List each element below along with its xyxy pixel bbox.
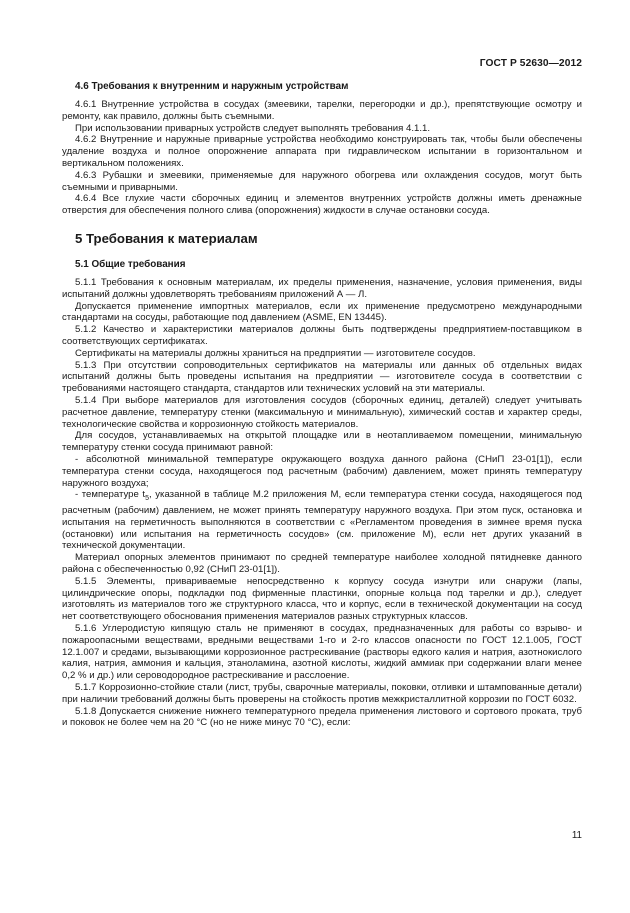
- paragraph: 4.6.1 Внутренние устройства в сосудах (змеевики, тарелки, перегородки и др.), препятствующие осмотру и ремонту, как правило, должны быть съемными.: [62, 99, 582, 122]
- list-item-text: , указанной в таблице М.2 приложения М, если температура стенки сосуда, находящегося под расчетным (рабочим) давлением, не может принять температуру наружного воздуха. При этом пуск, остановка и испытания на герметичность выполняются в соответствии с «Регламентом проведения в зимнее время пуска (остановки) или испытания на герметичность сосудов» (см. приложение М), если нет других указаний в технической документации.: [62, 489, 583, 552]
- section-heading-4-6: 4.6 Требования к внутренним и наружным устройствам: [75, 81, 349, 92]
- page-content: [62, 80, 582, 729]
- paragraph: Допускается применение импортных материалов, если их применение предусмотрено международными стандартами на сосуды, работающие под давлением (ASME, EN 13445).: [62, 300, 582, 324]
- paragraph: При использовании приварных устройств следует выполнять требования 4.1.1.: [75, 122, 431, 134]
- section-heading-5: 5 Требования к материалам: [75, 230, 258, 246]
- subscript: 5: [145, 495, 149, 503]
- list-item-text: - температуре t: [75, 489, 146, 501]
- paragraph: 4.6.3 Рубашки и змеевики, применяемые для наружного обогрева или охлаждения сосудов, могут быть съемными и приварными.: [62, 169, 582, 193]
- paragraph: 5.1.6 Углеродистую кипящую сталь не применяют в сосудах, предназначенных для работы со взрыво- и пожароопасными веществами, вредными веществами 1-го и 2-го классов опасности по ГОСТ 12.1.005, ГОСТ 12.1.007 и средами, вызывающими коррозионное растрескивание (растворы едкого калия и натрия, азотнокислого калия, натрия, аммония и кальция, этаноламина, азотной кислоты, жидкий аммиак при содержании влаги менее 0,2 % и др.) или сероводородное растрескивание и расслоение.: [62, 622, 582, 682]
- document-header: ГОСТ Р 52630—2012: [479, 58, 582, 69]
- paragraph: 5.1.4 При выборе материалов для изготовления сосудов (сборочных единиц, деталей) следует учитывать расчетное давление, температуру стенки (максимальную и минимальную), химический состав и характер среды, технологические свойства и коррозионную стойкость материалов.: [62, 394, 582, 430]
- paragraph: Сертификаты на материалы должны храниться на предприятии — изготовителе сосудов.: [75, 347, 476, 359]
- page-number: 11: [571, 830, 582, 841]
- paragraph: 5.1.3 При отсутствии сопроводительных сертификатов на материалы или данных об отдельных видах испытаний должны быть проведены испытания на предприятии — изготовителе сосуда в соответствии с требованиями настоящего стандарта, стандартов или технических условий на эти материалы.: [62, 359, 582, 395]
- paragraph: 4.6.2 Внутренние и наружные приварные устройства необходимо конструировать так, чтобы были обеспечены удаление воздуха и полное опорожнение аппарата при гидравлическом испытании в горизонтальном и вертикальном положениях.: [62, 134, 582, 169]
- list-item: [62, 489, 582, 552]
- paragraph: 5.1.8 Допускается снижение нижнего температурного предела применения листового и сортового проката, труб и поковок не более чем на 20 °С (но не ниже минус 70 °С), если:: [62, 705, 582, 729]
- paragraph: Для сосудов, устанавливаемых на открытой площадке или в неотапливаемом помещении, минимальную температуру стенки сосуда принимают равной:: [62, 430, 582, 454]
- paragraph: 4.6.4 Все глухие части сборочных единиц и элементов внутренних устройств должны иметь дренажные отверстия для обеспечения полного слива (опорожнения) жидкости в случае остановки сосуда.: [62, 193, 582, 217]
- paragraph: 5.1.2 Качество и характеристики материалов должны быть подтверждены предприятием-поставщиком в соответствующих сертификатах.: [62, 324, 582, 347]
- list-item: - абсолютной минимальной температуре окружающего воздуха данного района (СНиП 23-01[1]), если температура стенки сосуда, находящегося под расчетным (рабочим) давлением, может принять температуру наружного воздуха;: [62, 453, 582, 489]
- paragraph: 5.1.7 Коррозионно-стойкие стали (лист, трубы, сварочные материалы, поковки, отливки и штампованные детали) при наличии требований должны быть проверены на стойкость против межкристаллитной коррозии по ГОСТ 6032.: [62, 681, 582, 705]
- paragraph: Материал опорных элементов принимают по средней температуре наиболее холодной пятидневке данного района с обеспеченностью 0,92 (СНиП 23-01[1]).: [62, 552, 582, 575]
- paragraph: 5.1.5 Элементы, привариваемые непосредственно к корпусу сосуда изнутри или снаружи (лапы, цилиндрические опоры, подкладки под фирменные пластинки, опорные кольца под тарелки и др.), следует изготовлять из материалов того же структурного класса, что и корпус, если в технической документации на сосуд нет соответствующего обоснования применения материалов разных структурных классов.: [62, 575, 582, 623]
- section-heading-5-1: 5.1 Общие требования: [75, 258, 186, 270]
- paragraph: 5.1.1 Требования к основным материалам, их пределы применения, назначение, условия применения, виды испытаний должны удовлетворять требованиям приложений А — Л.: [62, 276, 582, 300]
